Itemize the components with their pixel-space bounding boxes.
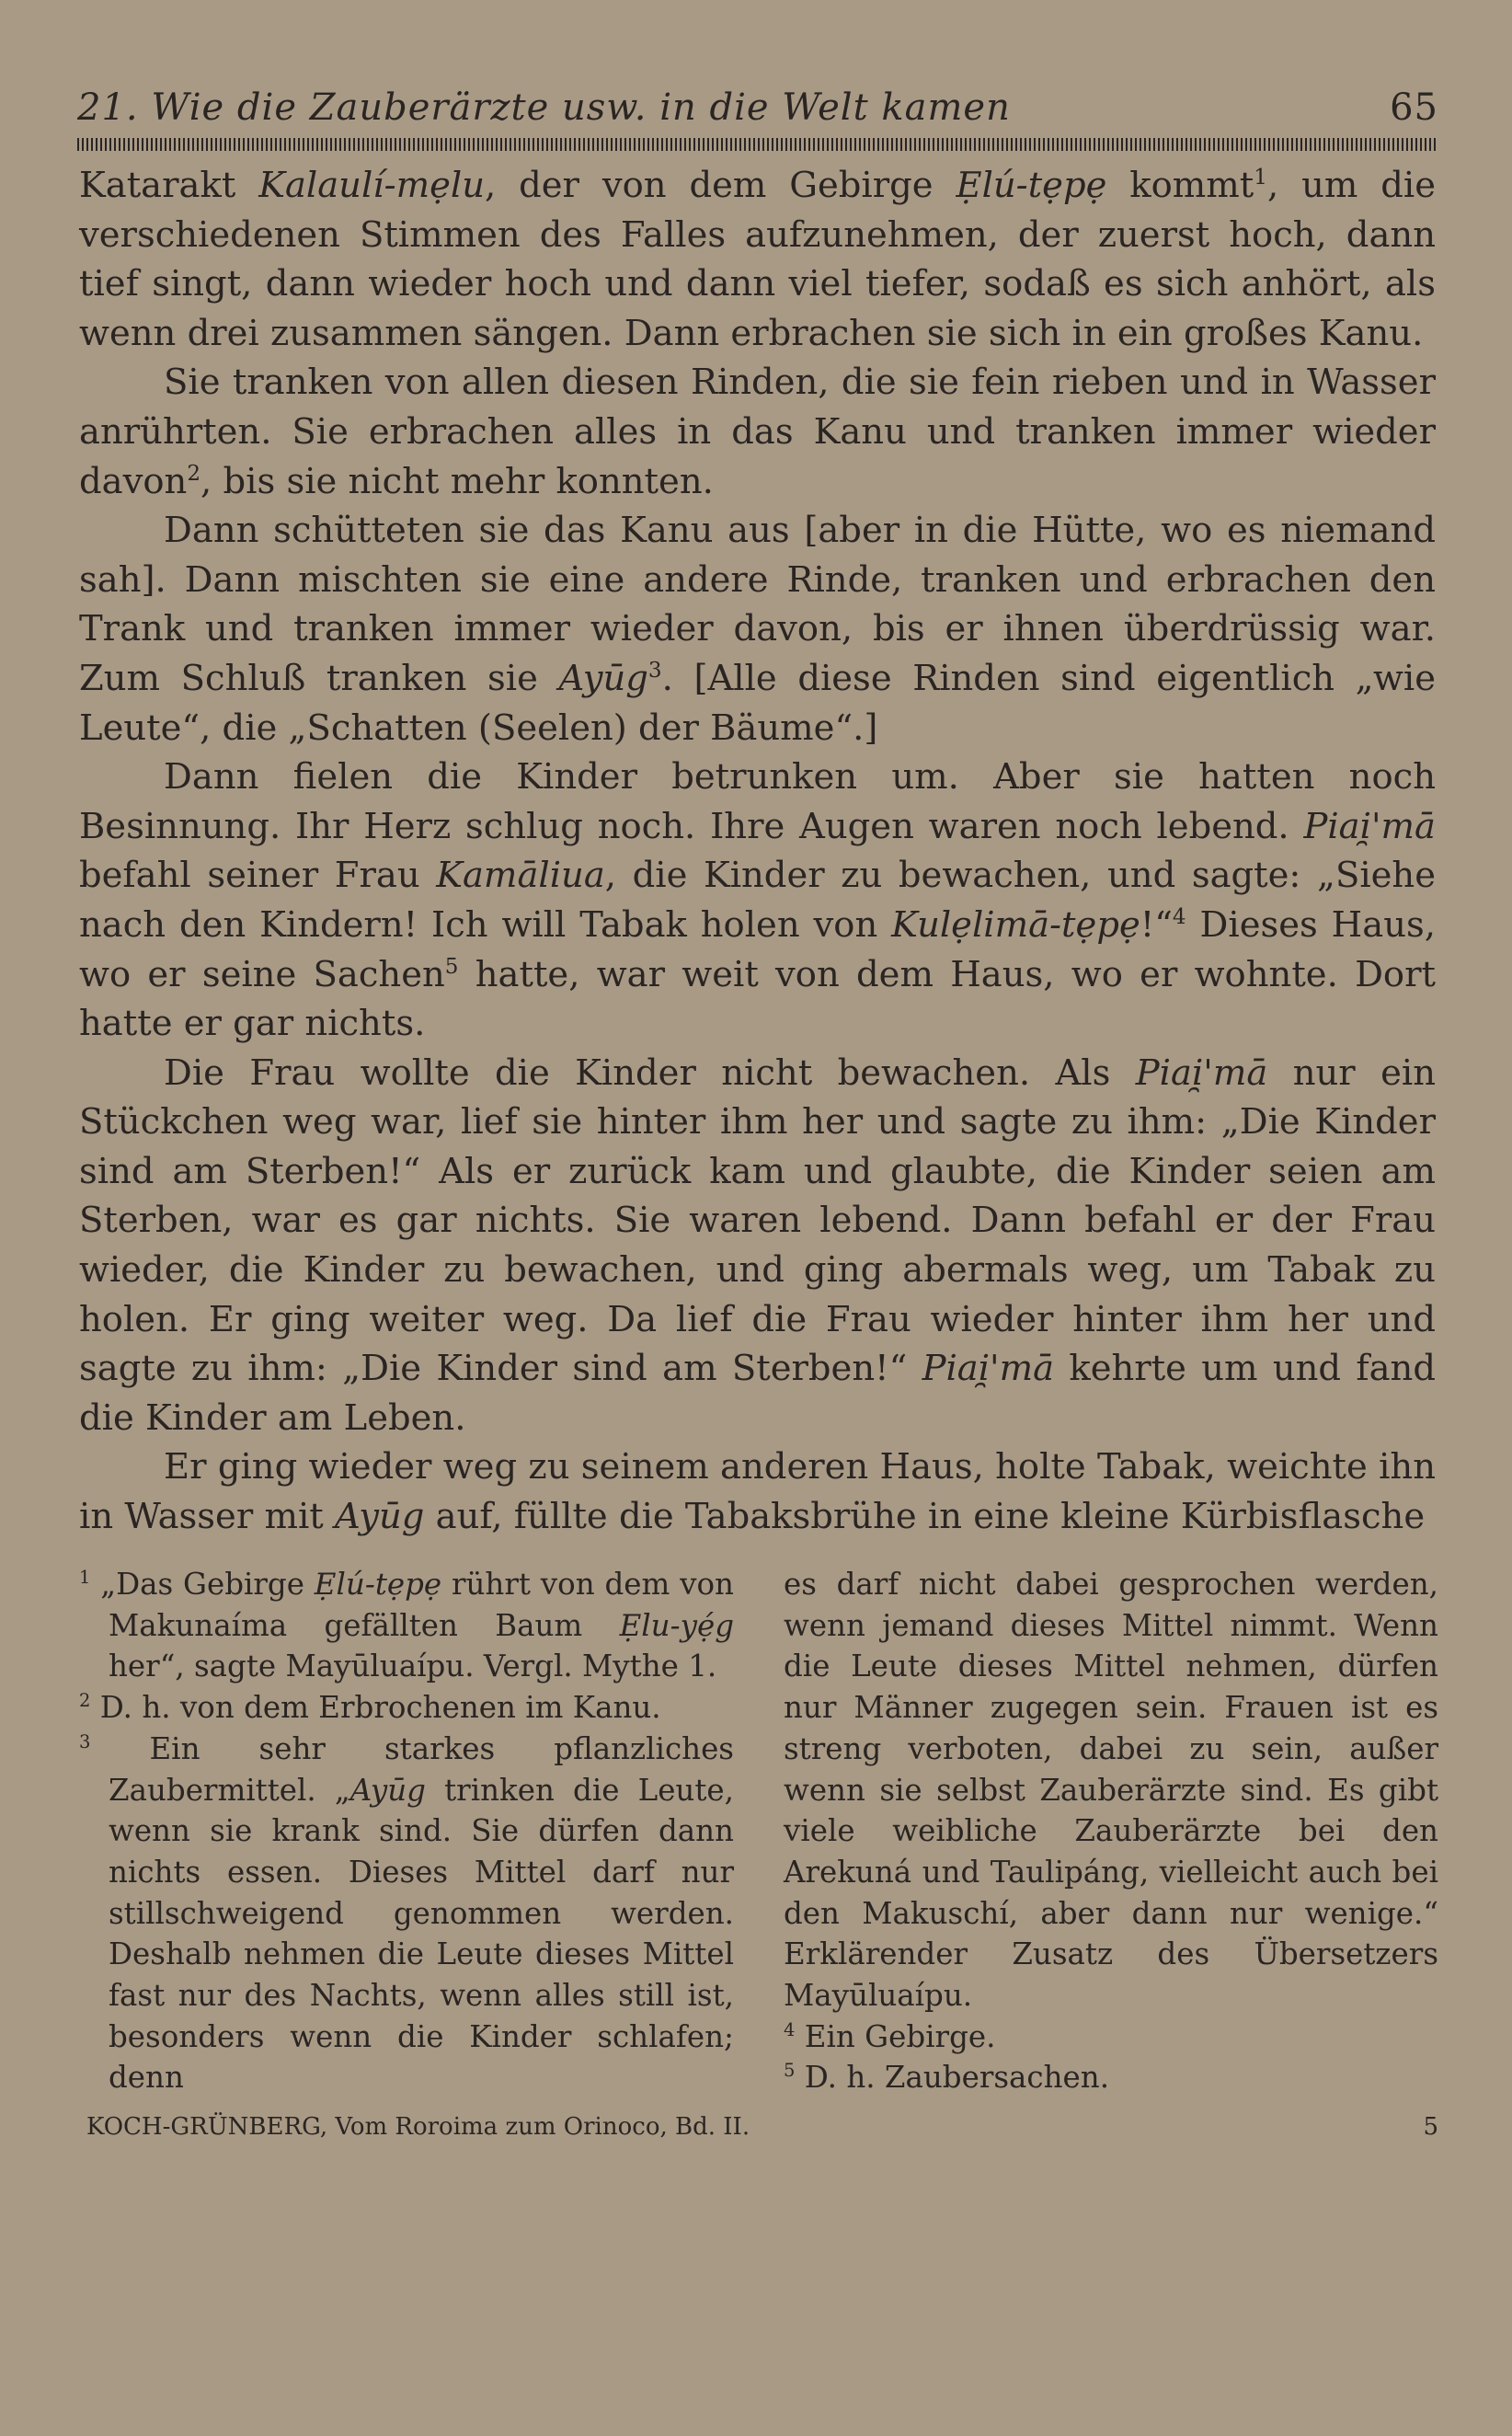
footnotes-right-column bbox=[784, 1564, 1438, 2098]
paragraph bbox=[79, 1049, 1436, 1443]
text-run: Sie tranken von allen diesen Rinden, die sie fein rieben und in Wasser anrührten. Sie erbrachen alles in das Kanu und tranken immer wieder davon bbox=[79, 362, 1436, 502]
italic-term: Ayūg bbox=[335, 1496, 425, 1538]
footnote-marker: 2 bbox=[187, 461, 201, 486]
running-header bbox=[77, 86, 1438, 142]
paragraph bbox=[79, 753, 1436, 1049]
italic-term: Kalaulí-mẹlu bbox=[258, 165, 486, 206]
text-run: Dieses Haus, wo er seine Sachen bbox=[79, 903, 1436, 995]
text-run: , die Kinder zu bewachen, und sagte: „Siehe nach den Kindern! Ich will Tabak holen von bbox=[79, 855, 1436, 946]
footnote-3 bbox=[79, 1729, 734, 2098]
text-run: Ein sehr starkes pflanzliches Zaubermittel. „ bbox=[90, 1730, 734, 1808]
footnotes-left-column bbox=[79, 1564, 734, 2098]
footnote-marker: 3 bbox=[79, 1730, 91, 1752]
footnote-marker: 1 bbox=[1254, 166, 1267, 190]
text-run: Dann schütteten sie das Kanu aus [aber in die Hütte, wo es niemand sah]. Dann mischten sie eine andere Rinde, tranken und erbrachen den Trank und tranken immer wieder davon, bis er ihnen überdrüssig war. Zum Schluß tranken sie bbox=[79, 510, 1436, 699]
paragraph bbox=[79, 1442, 1436, 1541]
paragraph bbox=[79, 506, 1436, 753]
text-run: !“ bbox=[1140, 903, 1173, 946]
text-run: nur ein Stückchen weg war, lief sie hinter ihm her und sagte zu ihm: „Die Kinder sind am Sterben!“ Als er zurück kam und glaubte, die Kinder seien am Sterben, war es gar nichts. Sie waren lebend. Dann befahl er der Frau wieder, die Kinder zu bewachen, und ging abermals weg, um Tabak zu holen. Er ging weiter weg. Da lief die Frau wieder hinter ihm her und sagte zu ihm: „Die Kinder sind am Sterben!“ bbox=[79, 1051, 1436, 1390]
text-run: her“, sagte Mayūluaípu. Vergl. Mythe 1. bbox=[109, 1649, 717, 1684]
text-run: Dann fielen die Kinder betrunken um. Aber sie hatten noch Besinnung. Ihr Herz schlug noch. Ihre Augen waren noch lebend. bbox=[79, 756, 1436, 847]
text-run: trinken die Leute, wenn sie krank sind. Sie dürfen dann nichts essen. Dieses Mittel darf nur stillschweigend genommen werden. Deshalb nehmen die Leute dieses Mittel fast nur des Nachts, wenn alles still ist, besonders wenn die Kinder schlafen; denn bbox=[109, 1772, 734, 2096]
italic-term: Kulẹlimā-tẹpẹ bbox=[891, 903, 1140, 946]
page-footer bbox=[86, 2113, 1438, 2141]
italic-term: Ẹlu-yẹ́g bbox=[619, 1607, 734, 1643]
footnote-1 bbox=[79, 1564, 734, 1687]
footnote-5 bbox=[784, 2057, 1438, 2098]
text-run: Ein Gebirge. bbox=[795, 2018, 996, 2054]
text-run: befahl seiner Frau bbox=[79, 855, 437, 897]
italic-term: Ẹlú-tẹpẹ bbox=[314, 1567, 442, 1602]
italic-term: Piai̯'mā bbox=[1135, 1051, 1268, 1094]
paragraph bbox=[79, 161, 1436, 358]
footnote-marker: 1 bbox=[79, 1567, 91, 1589]
footnote-marker: 5 bbox=[784, 2060, 796, 2082]
footnote-marker: 4 bbox=[784, 2018, 796, 2040]
text-run: Er ging wieder weg zu seinem anderen Haus, holte Tabak, weichte ihn in Wasser mit bbox=[79, 1446, 1436, 1538]
italic-term: Piai̯'mā bbox=[1303, 805, 1436, 847]
footnote-2 bbox=[79, 1687, 734, 1729]
main-text bbox=[79, 161, 1436, 1542]
signature-mark: 5 bbox=[1423, 2113, 1438, 2141]
book-citation: KOCH-GRÜNBERG, Vom Roroima zum Orinoco, Bd. II. bbox=[86, 2113, 750, 2141]
text-run: kommt bbox=[1106, 165, 1254, 206]
footnote-3-continued bbox=[784, 1564, 1438, 2017]
text-run: D. h. Zaubersachen. bbox=[795, 2060, 1110, 2096]
italic-term: Ẹlú-tẹpẹ bbox=[956, 165, 1107, 206]
italic-term: Piai̯'mā bbox=[922, 1348, 1055, 1390]
text-run: . [Alle diese Rinden sind eigentlich „wie Leute“, die „Schatten (Seelen) der Bäume“.] bbox=[79, 657, 1436, 749]
header-rule bbox=[77, 138, 1438, 151]
text-run: rührt von dem von Makunaíma gefällten Baum bbox=[109, 1567, 734, 1643]
text-run: Die Frau wollte die Kinder nicht bewachen. Als bbox=[164, 1051, 1136, 1094]
text-run: , bis sie nicht mehr konnten. bbox=[200, 460, 714, 502]
text-run: hatte, war weit von dem Haus, wo er wohnte. Dort hatte er gar nichts. bbox=[79, 953, 1436, 1045]
chapter-title: 21. Wie die Zauberärzte usw. in die Welt kamen bbox=[77, 86, 1011, 129]
text-run: D. h. von dem Erbrochenen im Kanu. bbox=[90, 1690, 661, 1726]
footnote-4 bbox=[784, 2017, 1438, 2058]
text-run: es darf nicht dabei gesprochen werden, wenn jemand dieses Mittel nimmt. Wenn die Leute dieses Mittel nehmen, dürfen nur Männer zugegen sein. Frauen ist es streng verboten, dabei zu sein, außer wenn sie selbst Zauberärzte sind. Es gibt viele weibliche Zauberärzte bei den Arekuná und Taulipáng, vielleicht auch bei den Makuschí, aber dann nur wenige.“ Erklärender Zusatz des Übersetzers Mayūluaípu. bbox=[784, 1567, 1438, 2014]
footnote-marker: 2 bbox=[79, 1690, 91, 1712]
text-run: auf, füllte die Tabaksbrühe in eine kleine Kürbisflasche bbox=[424, 1496, 1426, 1538]
text-run: , der von dem Gebirge bbox=[485, 165, 956, 206]
text-run: „Das Gebirge bbox=[90, 1567, 315, 1602]
text-run: , um die verschiedenen Stimmen des Falles aufzunehmen, der zuerst hoch, dann tief singt, dann wieder hoch und dann viel tiefer, sodaß es sich anhört, als wenn drei zusammen sängen. Dann erbrachen sie sich in ein großes Kanu. bbox=[79, 165, 1437, 354]
text-run: kehrte um und fand die Kinder am Leben. bbox=[79, 1348, 1436, 1439]
paragraph bbox=[79, 358, 1436, 506]
text-run: Katarakt bbox=[79, 165, 259, 206]
italic-term: Ayūg bbox=[349, 1772, 426, 1808]
page-number: 65 bbox=[1390, 86, 1438, 129]
footnote-marker: 4 bbox=[1172, 905, 1186, 930]
italic-term: Kamāliua bbox=[436, 855, 605, 897]
footnote-marker: 3 bbox=[647, 659, 662, 684]
italic-term: Ayūg bbox=[558, 657, 648, 699]
footnotes bbox=[79, 1564, 1438, 2098]
footnote-marker: 5 bbox=[444, 954, 459, 979]
